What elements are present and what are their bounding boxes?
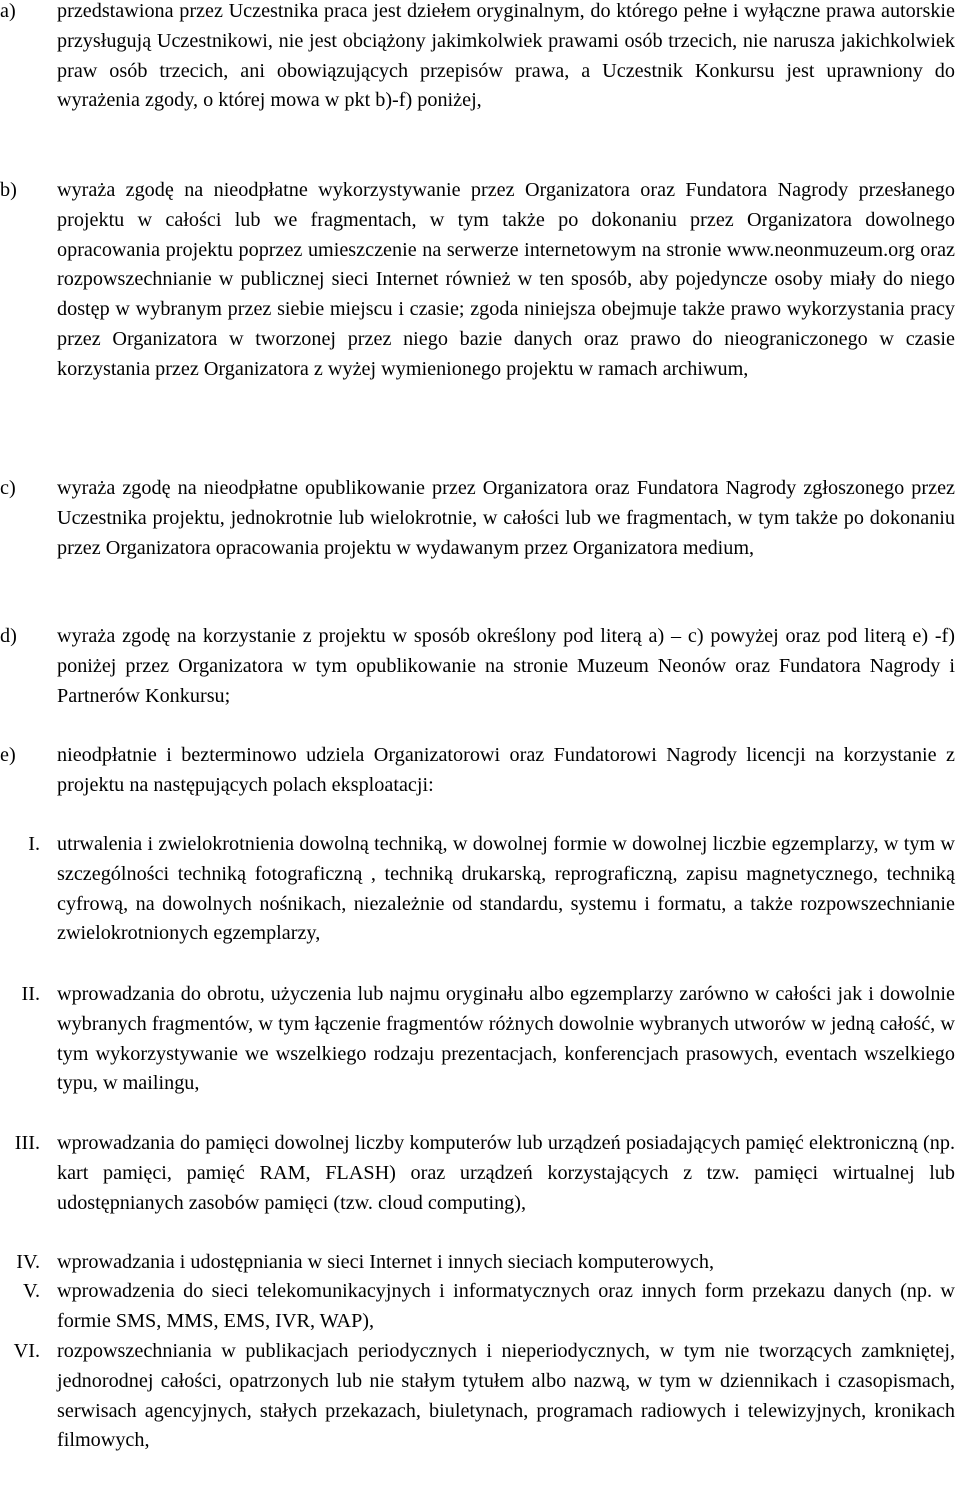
field-marker: I. [28, 833, 40, 855]
clause-text: nieodpłatnie i bezterminowo udziela Organizatorowi oraz Fundatorowi Nagrody licencji na korzystanie z projektu na następujących polach eksploatacji: [57, 744, 955, 796]
clause-marker: a) [0, 0, 16, 22]
field-text: wprowadzenia do sieci telekomunikacyjnych i informatycznych oraz innych form przekazu danych (np. w formie SMS, MMS, EMS, IVR, WAP), [57, 1280, 955, 1332]
field-marker: IV. [16, 1251, 40, 1273]
field-text: wprowadzania i udostępniania w sieci Internet i innych sieciach komputerowych, [57, 1251, 715, 1273]
clause-marker: d) [0, 625, 17, 647]
field-marker: V. [22, 1280, 40, 1302]
field-text: wprowadzania do obrotu, użyczenia lub najmu oryginału albo egzemplarzy zarówno w całości jak i dowolnie wybranych fragmentów, w tym łączenie fragmentów różnych dowolnie wybranych utworów w jedną całość, w tym wykorzystywanie we wszelkiego rodzaju prezentacjach, konferencjach prasowych, eventach wszelkiego typu, w mailingu, [57, 983, 955, 1095]
clause-text: przedstawiona przez Uczestnika praca jest dziełem oryginalnym, do którego pełne i wyłączne prawa autorskie przysługują Uczestnikowi, nie jest obciążony jakimkolwiek prawami osób trzecich, nie narusza jakichkolwiek praw osób trzecich, ani obowiązujących przepisów prawa, a Uczestnik Konkursu jest uprawniony do wyrażenia zgody, o której mowa w pkt b)-f) poniżej, [57, 0, 955, 112]
field-text: rozpowszechniania w publikacjach periodycznych i nieperiodycznych, w tym nie tworzących zamkniętej, jednorodnej całości, opatrzonych lub nie stałym tytułem albo nazwą, w tym w dziennikach i czasopismach, serwisach agencyjnych, stałych przekazach, biuletynach, programach radiowych i telewizyjnych, kronikach filmowych, [57, 1340, 955, 1452]
field-marker: II. [21, 983, 40, 1005]
field-marker: VI. [13, 1340, 40, 1362]
field-text: utrwalenia i zwielokrotnienia dowolną techniką, w dowolnej formie w dowolnej liczbie egzemplarzy, w tym w szczególności techniką fotograficzną , techniką drukarską, reprograficzną, zapisu magnetycznego, techniką cyfrową, na dowolnych nośnikach, niezależnie od standardu, systemu i formatu, a także rozpowszechnianie zwielokrotnionych egzemplarzy, [57, 833, 955, 945]
clause-text: wyraża zgodę na nieodpłatne opublikowanie przez Organizatora oraz Fundatora Nagrody zgłoszonego przez Uczestnika projektu, jednokrotnie lub wielokrotnie, w całości lub we fragmentach, w tym także po dokonaniu przez Organizatora opracowania projektu w wydawanym przez Organizatora medium, [57, 477, 955, 559]
clause-marker: e) [0, 744, 16, 766]
field-text: wprowadzania do pamięci dowolnej liczby komputerów lub urządzeń posiadających pamięć elektroniczną (np. kart pamięci, pamięć RAM, FLASH) oraz urządzeń korzystających z tzw. pamięci wirtualnej lub udostępnianych zasobów pamięci (tzw. cloud computing), [57, 1132, 955, 1214]
field-marker: III. [14, 1132, 40, 1154]
clause-text: wyraża zgodę na nieodpłatne wykorzystywanie przez Organizatora oraz Fundatora Nagrody przesłanego projektu w całości lub we fragmentach, w tym także po dokonaniu przez Organizatora dowolnego opracowania projektu poprzez umieszczenie na serwerze internetowym na stronie www.neonmuzeum.org oraz rozpowszechnianie w publicznej sieci Internet również w ten sposób, aby pojedyncze osoby miały do niego dostęp w wybranym przez siebie miejscu i czasie; zgoda niniejsza obejmuje także prawo wykorzystania pracy przez Organizatora w tworzonej przez niego bazie danych oraz prawo do nieograniczonego w czasie korzystania przez Organizatora z wyżej wymienionego projektu w ramach archiwum, [57, 179, 955, 380]
clause-text: wyraża zgodę na korzystanie z projektu w sposób określony pod literą a) – c) powyżej oraz pod literą e) -f) poniżej przez Organizatora w tym opublikowanie na stronie Muzeum Neonów oraz Fundatora Nagrody i Partnerów Konkursu; [57, 625, 955, 707]
clause-marker: b) [0, 179, 17, 201]
clause-marker: c) [0, 477, 16, 499]
